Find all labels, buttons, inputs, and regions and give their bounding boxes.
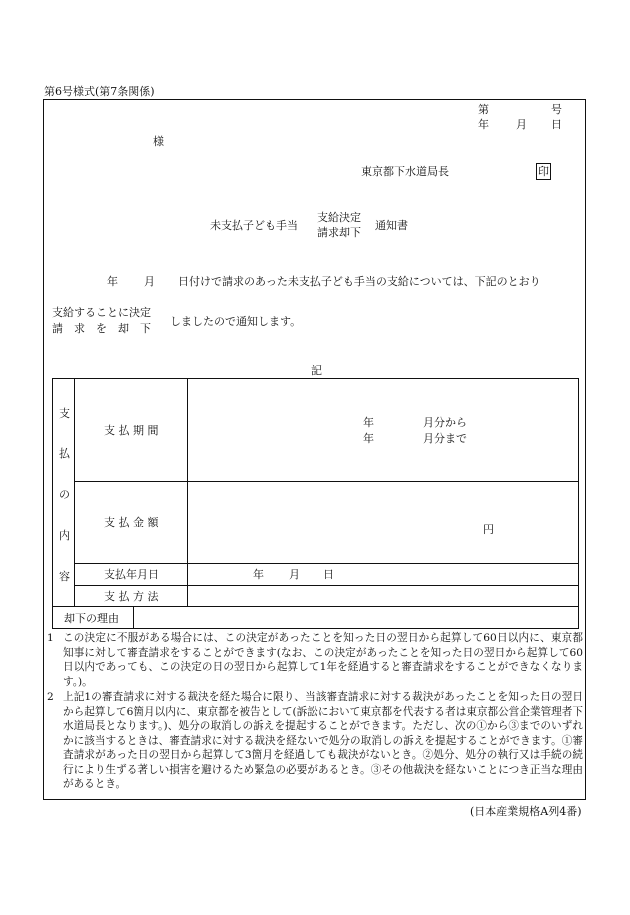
table-label-divider xyxy=(187,378,188,607)
title-option-2: 請求却下 xyxy=(317,226,361,239)
side-label-char: 内 xyxy=(59,529,70,542)
ki-label: 記 xyxy=(311,364,322,377)
payment-date-day: 日 xyxy=(323,568,334,581)
period-to-text: 月分まで xyxy=(423,432,467,445)
period-to-year: 年 xyxy=(363,432,374,445)
go-char: 号 xyxy=(551,103,562,116)
rejection-reason-label: 却下の理由 xyxy=(64,612,119,625)
title-part2: 通知書 xyxy=(375,219,408,232)
amount-unit: 円 xyxy=(483,523,494,536)
footer-note: (日本産業規格A列4番) xyxy=(470,805,582,818)
decision-option-2: 請 求 を 却 下 xyxy=(52,322,151,335)
table-row-divider-1 xyxy=(74,481,579,482)
title-part1: 未支払子ども手当 xyxy=(210,219,298,232)
table-right-border xyxy=(578,378,579,629)
note-1 xyxy=(47,631,583,689)
decision-option-1: 支給することに決定 xyxy=(52,306,151,319)
date-day-char: 日 xyxy=(551,118,562,131)
table-bottom-border xyxy=(52,628,579,629)
side-label-char: 払 xyxy=(59,447,70,460)
period-from-year: 年 xyxy=(363,416,374,429)
title-option-1: 支給決定 xyxy=(317,211,361,224)
payment-date-label: 支払年月日 xyxy=(104,568,159,581)
table-row-divider-4 xyxy=(52,606,579,607)
note-number: 2 xyxy=(47,691,54,703)
table-top-border xyxy=(52,378,579,379)
body-line-2: しましたので通知します。 xyxy=(170,315,302,328)
notes-section xyxy=(47,631,583,792)
payment-date-year: 年 xyxy=(253,568,264,581)
amount-label: 支 払 金 額 xyxy=(104,516,159,529)
period-from-text: 月分から xyxy=(423,416,467,429)
number-char: 第 xyxy=(478,103,489,116)
note-text: この決定に不服がある場合には、この決定があったことを知った日の翌日から起算して60日以内に、東京都知事に対して審査請求をすることができます(なお、この決定があったことを知った日の翌日から起算して60日以内であっても、この決定の日の翌日から起算して1年を経過すると審査請求をすることができなくなります。)。 xyxy=(63,632,583,688)
payment-method-label: 支 払 方 法 xyxy=(104,590,159,603)
body-line-1: 日付けで請求のあった未支払子ども手当の支給については、下記のとおり xyxy=(178,275,541,288)
date-year-char: 年 xyxy=(478,118,489,131)
payment-date-month: 月 xyxy=(289,568,300,581)
side-label-char: 容 xyxy=(59,570,70,583)
reason-divider xyxy=(133,606,134,629)
note-2 xyxy=(47,690,583,792)
period-label: 支 払 期 間 xyxy=(104,424,159,437)
table-row-divider-3 xyxy=(74,585,579,586)
body-month-char: 月 xyxy=(144,275,155,288)
seal-stamp: 印 xyxy=(538,165,549,178)
note-number: 1 xyxy=(47,632,54,644)
note-text: 上記1の審査請求に対する裁決を経た場合に限り、当該審査請求に対する裁決があったことを知った日の翌日から起算して6箇月以内に、東京都を被告として(訴訟において東京都を代表する者は東京都公営企業管理者下水道局長となります。)、処分の取消しの訴えを提起することができます。ただし、次の①から③までのいずれかに該当するときは、審査請求に対する裁決を経ないで処分の取消しの訴えを提起することができます。①審査請求があった日の翌日から起算して3箇月を経過しても裁決がないとき。②処分、処分の執行又は手続の続行により生ずる著しい損害を避けるため緊急の必要があるとき。③その他裁決を経ないことにつき正当な理由があるとき。 xyxy=(63,691,583,790)
side-label-char: 支 xyxy=(59,407,70,420)
form-label: 第6号様式(第7条関係) xyxy=(44,85,155,98)
addressee-suffix: 様 xyxy=(153,135,164,148)
table-side-divider xyxy=(74,378,75,607)
body-year-char: 年 xyxy=(107,275,118,288)
side-label-char: の xyxy=(59,488,70,501)
date-month-char: 月 xyxy=(516,118,527,131)
issuer-name: 東京都下水道局長 xyxy=(361,165,449,178)
table-row-divider-2 xyxy=(74,563,579,564)
table-left-border xyxy=(52,378,53,629)
